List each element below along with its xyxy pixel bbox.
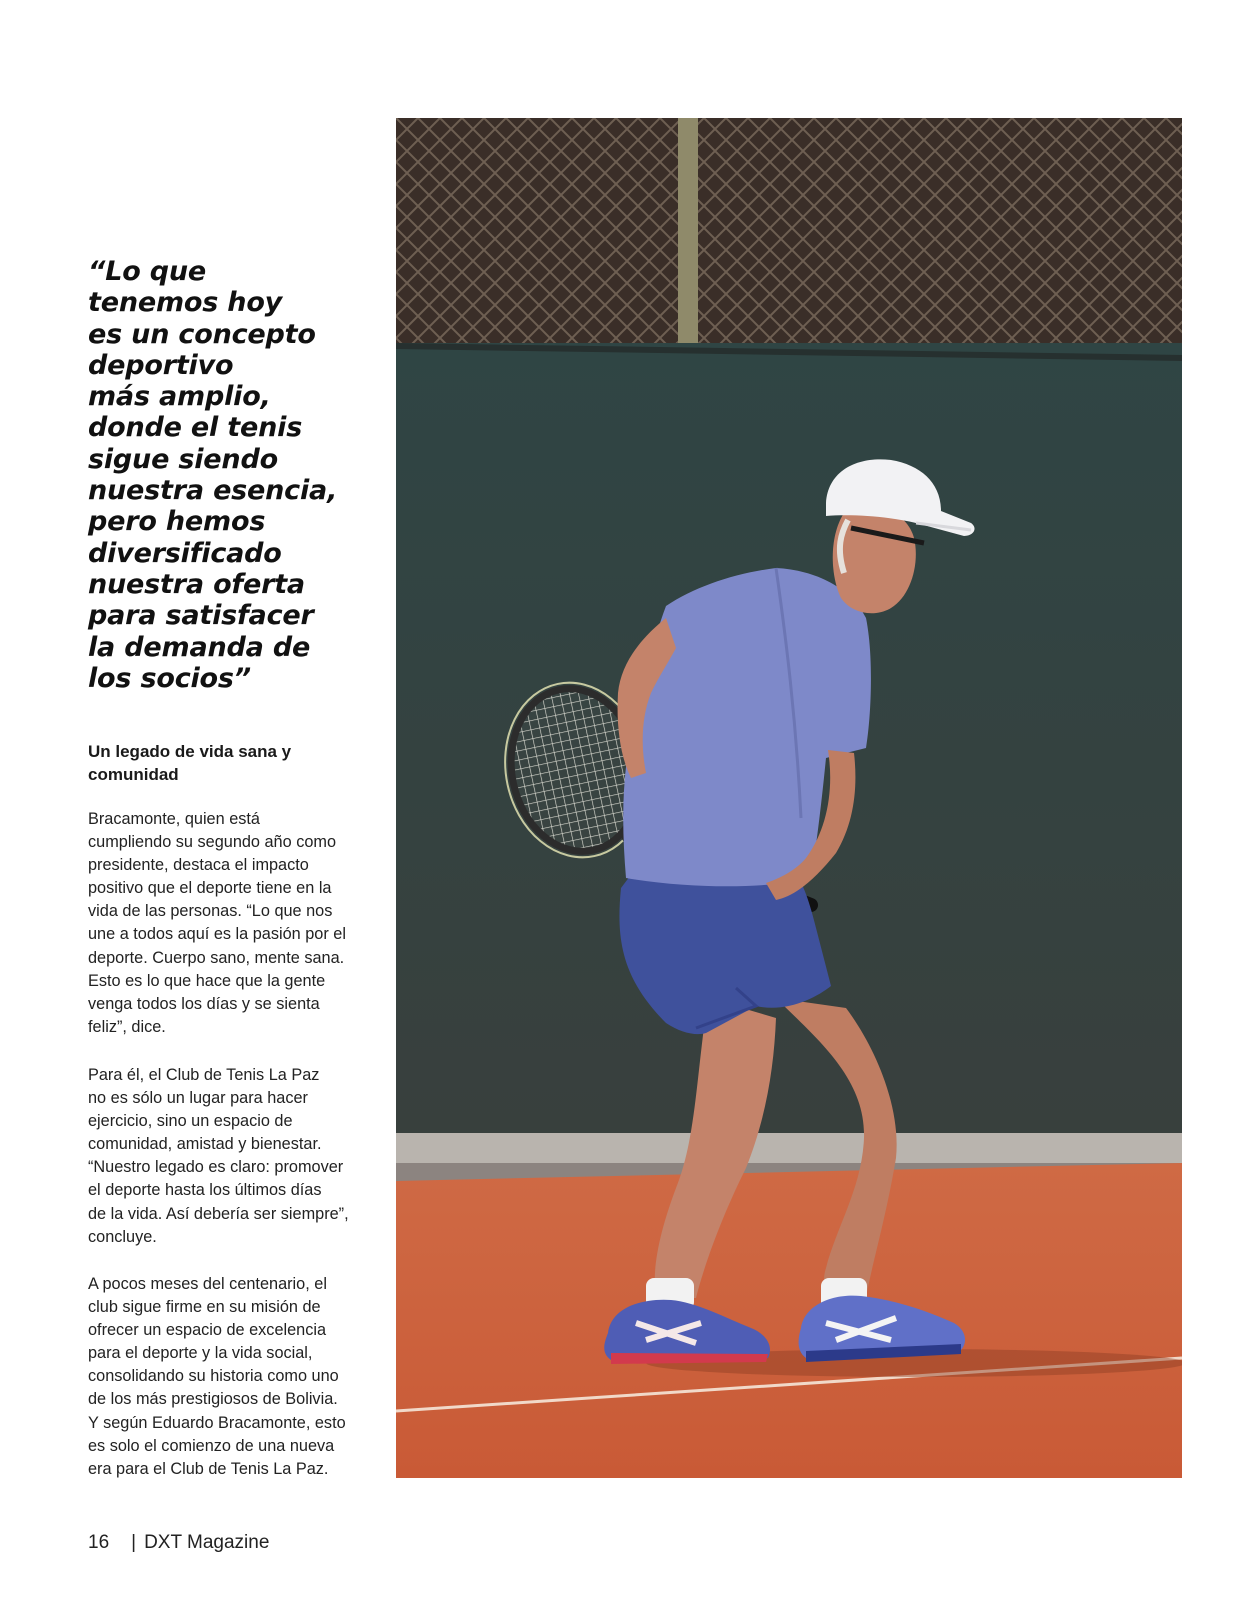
text-line: club sigue firme en su misión de bbox=[88, 1298, 321, 1317]
text-line: feliz”, dice. bbox=[88, 1017, 166, 1036]
pull-quote-line: más amplio, bbox=[88, 381, 271, 413]
text-line: comunidad, amistad y bienestar. bbox=[88, 1135, 322, 1154]
text-line: vida de las personas. “Lo que nos bbox=[88, 902, 333, 921]
pull-quote-line: pero hemos bbox=[88, 506, 266, 538]
pull-quote-line: tenemos hoy bbox=[88, 287, 283, 319]
pull-quote-line: para satisfacer bbox=[88, 600, 314, 632]
text-line: concluye. bbox=[88, 1227, 157, 1246]
text-line: Y según Eduardo Bracamonte, esto bbox=[88, 1413, 346, 1432]
text-line: de la vida. Así debería ser siempre”, bbox=[88, 1204, 349, 1223]
text-line: deporte. Cuerpo sano, mente sana. bbox=[88, 948, 345, 967]
body-paragraph-3 bbox=[88, 1273, 378, 1481]
pull-quote-line: “Lo que bbox=[88, 256, 207, 287]
chain-link-fence bbox=[396, 118, 1182, 363]
text-line: positivo que el deporte tiene en la bbox=[88, 879, 332, 898]
pull-quote-line: los socios” bbox=[88, 662, 251, 694]
body-paragraph-2 bbox=[88, 1064, 378, 1249]
footer-separator: | bbox=[131, 1532, 137, 1553]
pull-quote-line: es un concepto bbox=[88, 318, 316, 350]
pull-quote bbox=[88, 256, 378, 694]
section-heading-line: Un legado de vida sana y bbox=[88, 742, 292, 761]
text-line: cumpliendo su segundo año como bbox=[88, 833, 337, 852]
pull-quote-line: nuestra oferta bbox=[88, 568, 305, 600]
page-footer bbox=[88, 1532, 269, 1554]
text-line: Esto es lo que hace que la gente bbox=[88, 971, 326, 990]
text-line: ejercicio, sino un espacio de bbox=[88, 1112, 293, 1131]
text-line: Para él, el Club de Tenis La Paz bbox=[88, 1066, 320, 1084]
text-line: “Nuestro legado es claro: promover bbox=[88, 1158, 344, 1177]
text-line: consolidando su historia como uno bbox=[88, 1367, 339, 1386]
magazine-name: DXT Magazine bbox=[144, 1532, 270, 1553]
text-line: Bracamonte, quien está bbox=[88, 810, 260, 828]
body-paragraph-1 bbox=[88, 808, 378, 1039]
section-heading bbox=[88, 740, 378, 786]
section-heading-line: comunidad bbox=[88, 765, 179, 784]
text-line: no es sólo un lugar para hacer bbox=[88, 1089, 308, 1108]
text-line: de los más prestigiosos de Bolivia. bbox=[88, 1390, 338, 1409]
pull-quote-line: deportivo bbox=[88, 349, 234, 381]
text-line: es solo el comienzo de una nueva bbox=[88, 1436, 335, 1455]
text-line: era para el Club de Tenis La Paz. bbox=[88, 1459, 329, 1478]
text-line: el deporte hasta los últimos días bbox=[88, 1181, 322, 1200]
text-line: presidente, destaca el impacto bbox=[88, 856, 309, 875]
text-line: une a todos aquí es la pasión por el bbox=[88, 925, 346, 944]
pull-quote-line: la demanda de bbox=[88, 631, 311, 663]
text-line: venga todos los días y se sienta bbox=[88, 994, 320, 1013]
pull-quote-line: diversificado bbox=[88, 537, 282, 569]
text-line: para el deporte y la vida social, bbox=[88, 1344, 313, 1363]
tennis-player-photo bbox=[396, 118, 1182, 1478]
pull-quote-line: donde el tenis bbox=[88, 412, 303, 444]
pull-quote-line: sigue siendo bbox=[88, 443, 278, 475]
clay-court bbox=[396, 1163, 1182, 1478]
pull-quote-line: nuestra esencia, bbox=[88, 475, 338, 507]
text-line: ofrecer un espacio de excelencia bbox=[88, 1321, 327, 1340]
text-line: A pocos meses del centenario, el bbox=[88, 1275, 327, 1293]
page-number: 16 bbox=[88, 1532, 110, 1553]
fence-post bbox=[678, 118, 698, 358]
